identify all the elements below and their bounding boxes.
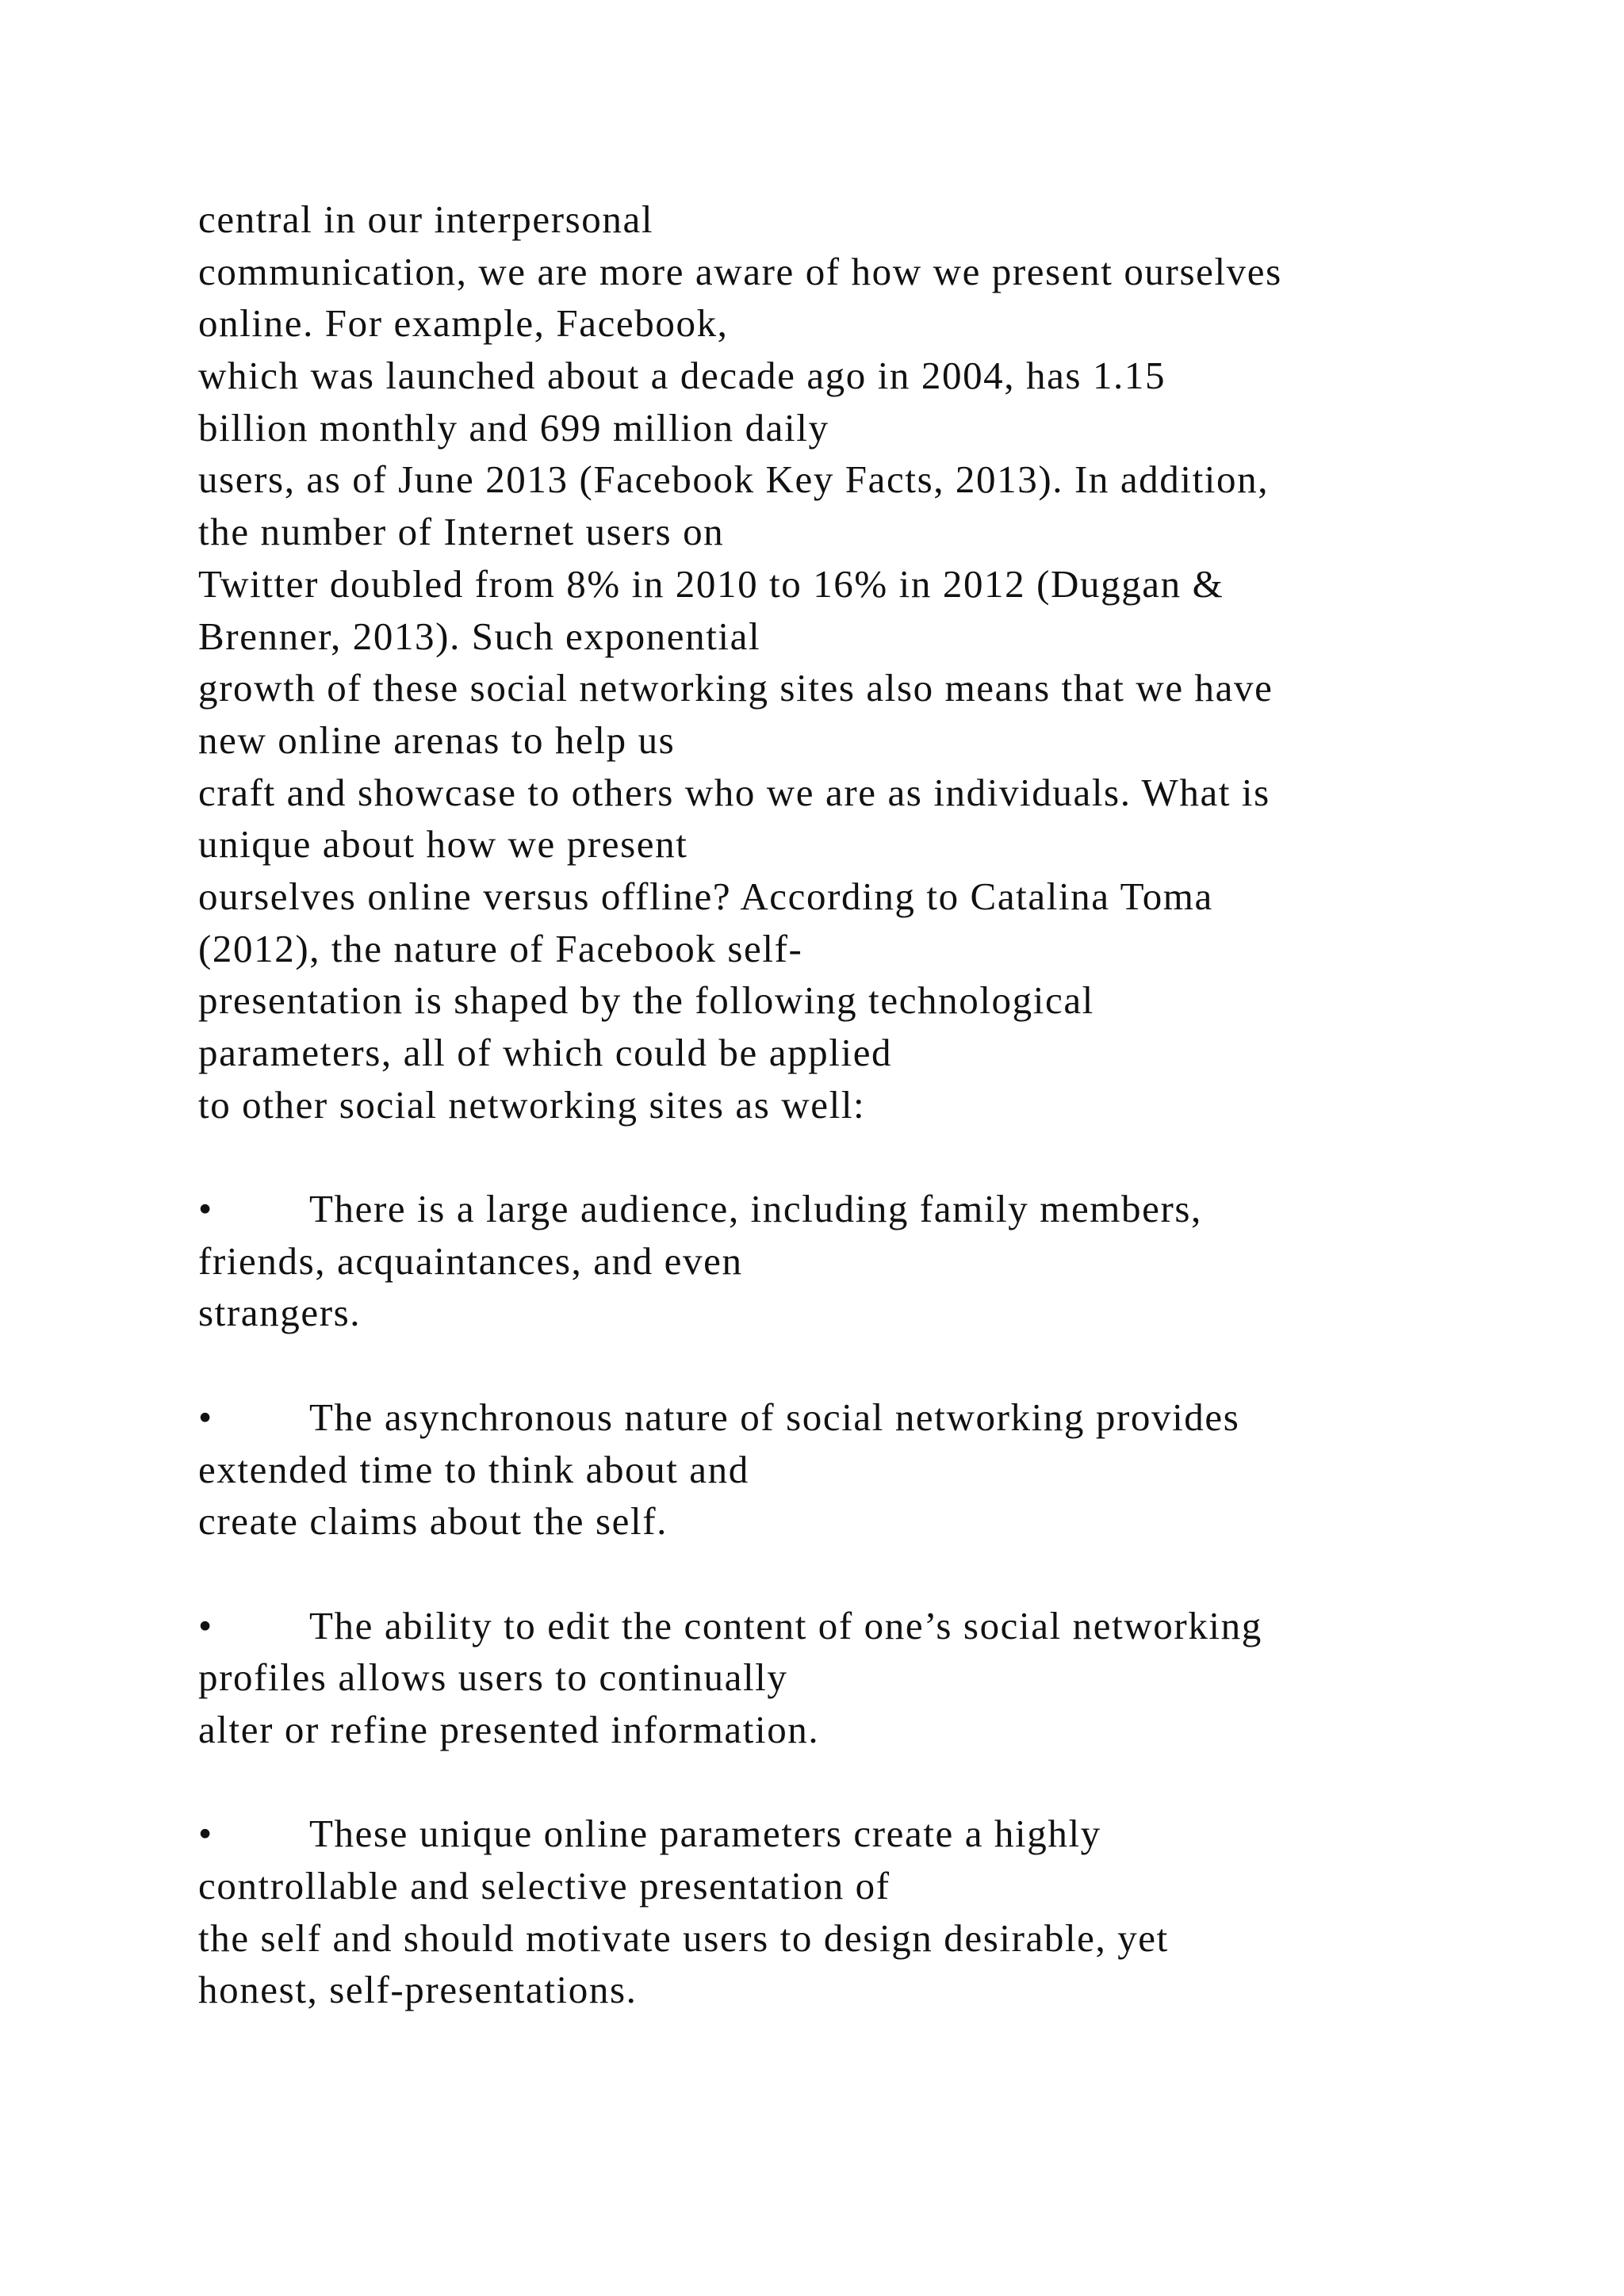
blank-line xyxy=(198,1131,1546,1183)
bullet-first-line xyxy=(198,1183,1546,1235)
bullet-continuation-line: the self and should motivate users to design desirable, yet xyxy=(198,1915,1169,1960)
paragraph-line: unique about how we present xyxy=(198,822,688,867)
bullet-continuation-line: create claims about the self. xyxy=(198,1499,668,1544)
bullet-continuation-line: extended time to think about and xyxy=(198,1447,749,1491)
blank-line xyxy=(198,1548,1546,1600)
paragraph-line: online. For example, Facebook, xyxy=(198,301,729,346)
bullet-icon: • xyxy=(198,1395,213,1439)
paragraph-line: new online arenas to help us xyxy=(198,718,676,762)
paragraph-line: Brenner, 2013). Such exponential xyxy=(198,614,761,658)
bullet-continuation-line: profiles allows users to continually xyxy=(198,1655,788,1700)
intro-paragraph xyxy=(198,193,1546,1131)
bullet-continuation-line: honest, self-presentations. xyxy=(198,1968,638,2012)
bullet-continuation-line: strangers. xyxy=(198,1291,362,1335)
paragraph-line: craft and showcase to others who we are as individuals. What is xyxy=(198,770,1270,814)
paragraph-line: which was launched about a decade ago in 2004, has 1.15 xyxy=(198,354,1166,398)
bullet-icon: • xyxy=(198,1603,213,1647)
bullet-item xyxy=(198,1600,1546,1756)
blank-line xyxy=(198,1756,1546,1808)
bullet-text: These unique online parameters create a highly xyxy=(309,1812,1101,1856)
bullet-continuation-line: friends, acquaintances, and even xyxy=(198,1238,743,1283)
bullet-text: The ability to edit the content of one’s social networking xyxy=(309,1603,1262,1647)
paragraph-line: Twitter doubled from 8% in 2010 to 16% in 2012 (Duggan & xyxy=(198,561,1224,606)
bullet-text: The asynchronous nature of social networking provides xyxy=(309,1395,1240,1439)
bullet-first-line xyxy=(198,1808,1546,1860)
paragraph-line: the number of Internet users on xyxy=(198,510,725,554)
bullet-continuation-line: controllable and selective presentation of xyxy=(198,1864,891,1908)
bullet-item xyxy=(198,1391,1546,1548)
blank-line xyxy=(198,1339,1546,1391)
paragraph-line: billion monthly and 699 million daily xyxy=(198,405,829,450)
bullet-first-line xyxy=(198,1600,1546,1652)
paragraph-line: parameters, all of which could be applied xyxy=(198,1031,893,1074)
bullet-continuation-line: alter or refine presented information. xyxy=(198,1707,820,1751)
bullet-icon: • xyxy=(198,1812,213,1856)
paragraph-line: to other social networking sites as well: xyxy=(198,1082,866,1127)
bullet-icon: • xyxy=(198,1187,213,1231)
paragraph-line: central in our interpersonal xyxy=(198,197,654,241)
document-text xyxy=(198,193,1546,2016)
paragraph-line: growth of these social networking sites also means that we have xyxy=(198,666,1274,710)
bullet-item xyxy=(198,1808,1546,2016)
paragraph-line: communication, we are more aware of how we present ourselves xyxy=(198,249,1282,293)
bullet-text: There is a large audience, including family members, xyxy=(309,1187,1202,1231)
paragraph-line: presentation is shaped by the following technological xyxy=(198,978,1094,1023)
paragraph-line: users, as of June 2013 (Facebook Key Facts, 2013). In addition, xyxy=(198,457,1270,502)
bullet-item xyxy=(198,1183,1546,1339)
paragraph-line: ourselves online versus offline? According to Catalina Toma xyxy=(198,874,1213,918)
paragraph-line: (2012), the nature of Facebook self- xyxy=(198,926,803,970)
bullet-first-line xyxy=(198,1391,1546,1444)
